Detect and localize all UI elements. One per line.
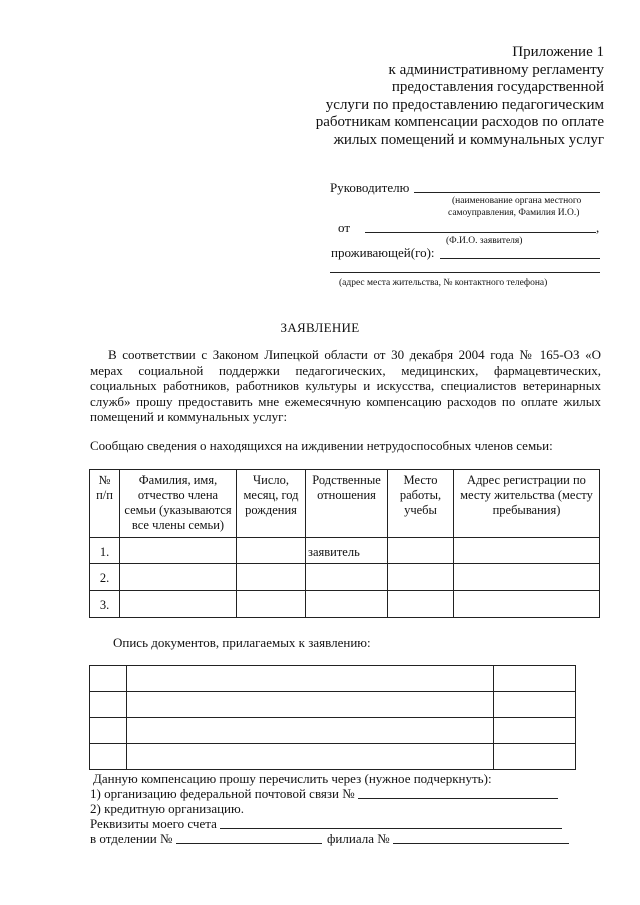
table-cell-input[interactable] <box>120 564 237 591</box>
appendix-line: Приложение 1 <box>512 44 604 60</box>
table-row <box>90 692 576 718</box>
table-row <box>90 564 600 591</box>
appendix-line: работникам компенсации расходов по оплате <box>315 114 604 130</box>
post-office-number-field[interactable] <box>358 798 558 799</box>
family-members-table <box>89 469 600 618</box>
appendix-line: жилых помещений и коммунальных услуг <box>333 131 604 148</box>
table-cell-input[interactable] <box>237 538 306 564</box>
living-label: проживающей(го): <box>331 245 435 260</box>
table-cell-input[interactable] <box>127 666 494 692</box>
from-comma: , <box>596 220 600 235</box>
table-cell-input[interactable] <box>127 744 494 770</box>
account-label: Реквизиты моего счета <box>90 816 217 831</box>
table-cell: 2. <box>90 564 120 591</box>
head-name-field[interactable] <box>414 192 600 193</box>
address-field-2[interactable] <box>330 272 600 273</box>
statement-paragraph <box>90 347 601 425</box>
filial-number-field[interactable] <box>393 843 569 844</box>
header-cell: Родственные отношения <box>306 470 388 538</box>
payment-option-post[interactable]: 1) организацию федеральной почтовой связи № <box>90 786 355 801</box>
from-label: от <box>338 220 351 235</box>
table-cell-input[interactable] <box>454 564 600 591</box>
statement-line: мерах социальной поддержки педагогических, медицинских, фармацевтических, <box>90 362 601 378</box>
appendix-header <box>316 44 604 149</box>
table-cell-input[interactable] <box>120 538 237 564</box>
table-cell-input[interactable] <box>454 538 600 564</box>
table-row <box>90 744 576 770</box>
table-cell-input[interactable] <box>388 564 454 591</box>
branch-label: в отделении № <box>90 831 173 846</box>
table-cell-input[interactable] <box>494 744 576 770</box>
header-cell: Фамилия, имя, отчество члена семьи (указываются все члены семьи) <box>120 470 237 538</box>
table-cell-input[interactable] <box>494 666 576 692</box>
appendix-line: услуги по предоставлению педагогическим <box>325 96 604 113</box>
header-cell: № п/п <box>90 470 120 538</box>
documents-table <box>89 665 576 770</box>
head-hint-2: самоуправления, Фамилия И.О.) <box>448 208 580 218</box>
statement-line: помещений и коммунальных услуг: <box>90 409 288 424</box>
header-cell: Число, месяц, год рождения <box>237 470 306 538</box>
address-field-1[interactable] <box>440 258 600 259</box>
table-cell: 3. <box>90 591 120 618</box>
document-title: ЗАЯВЛЕНИЕ <box>280 320 360 335</box>
dependents-intro: Сообщаю сведения о находящихся на иждивении нетрудоспособных членов семьи: <box>90 438 553 453</box>
table-cell-input[interactable] <box>306 591 388 618</box>
table-cell-input[interactable] <box>237 564 306 591</box>
table-cell-input[interactable] <box>90 718 127 744</box>
statement-line: В соответствии с Законом Липецкой области от 30 декабря 2004 года № 165-ОЗ «О <box>108 347 601 362</box>
table-row <box>90 718 576 744</box>
documents-intro: Опись документов, прилагаемых к заявлению: <box>113 635 371 650</box>
living-hint: (адрес места жительства, № контактного телефона) <box>339 278 548 288</box>
table-header-row <box>90 470 600 538</box>
table-row <box>90 666 576 692</box>
applicant-name-field[interactable] <box>365 232 596 233</box>
table-cell-input[interactable] <box>388 591 454 618</box>
appendix-line: предоставления государственной <box>391 79 604 95</box>
table-cell-input[interactable] <box>127 692 494 718</box>
table-cell-input[interactable] <box>237 591 306 618</box>
from-hint: (Ф.И.О. заявителя) <box>446 236 523 246</box>
statement-line: социальных работников, работников культуры и искусства, специалистов ветеринарных <box>90 378 601 393</box>
table-cell-input[interactable] <box>90 744 127 770</box>
payment-option-bank[interactable]: 2) кредитную организацию. <box>90 801 244 816</box>
statement-line: служб» прошу предоставить мне ежемесячную компенсацию расходов по оплате жилых <box>90 393 601 409</box>
head-label: Руководителю <box>330 180 410 195</box>
table-cell-input[interactable] <box>120 591 237 618</box>
table-cell-input[interactable] <box>494 692 576 718</box>
table-cell-input[interactable] <box>127 718 494 744</box>
branch-number-field[interactable] <box>176 843 322 844</box>
table-cell-input[interactable] <box>306 564 388 591</box>
table-row <box>90 538 600 564</box>
appendix-line: к административному регламенту <box>388 61 604 78</box>
header-cell: Место работы, учебы <box>388 470 454 538</box>
payment-intro: Данную компенсацию прошу перечислить через (нужное подчеркнуть): <box>93 771 492 786</box>
header-cell: Адрес регистрации по месту жительства (месту пребывания) <box>454 470 600 538</box>
table-cell-input[interactable] <box>90 692 127 718</box>
table-cell: 1. <box>90 538 120 564</box>
table-cell-input[interactable] <box>90 666 127 692</box>
table-row <box>90 591 600 618</box>
table-cell-input[interactable] <box>494 718 576 744</box>
table-cell-input[interactable] <box>388 538 454 564</box>
account-details-field[interactable] <box>220 828 562 829</box>
head-hint-1: (наименование органа местного <box>452 196 582 206</box>
table-cell: заявитель <box>306 538 388 564</box>
table-cell-input[interactable] <box>454 591 600 618</box>
filial-label: филиала № <box>327 831 390 846</box>
